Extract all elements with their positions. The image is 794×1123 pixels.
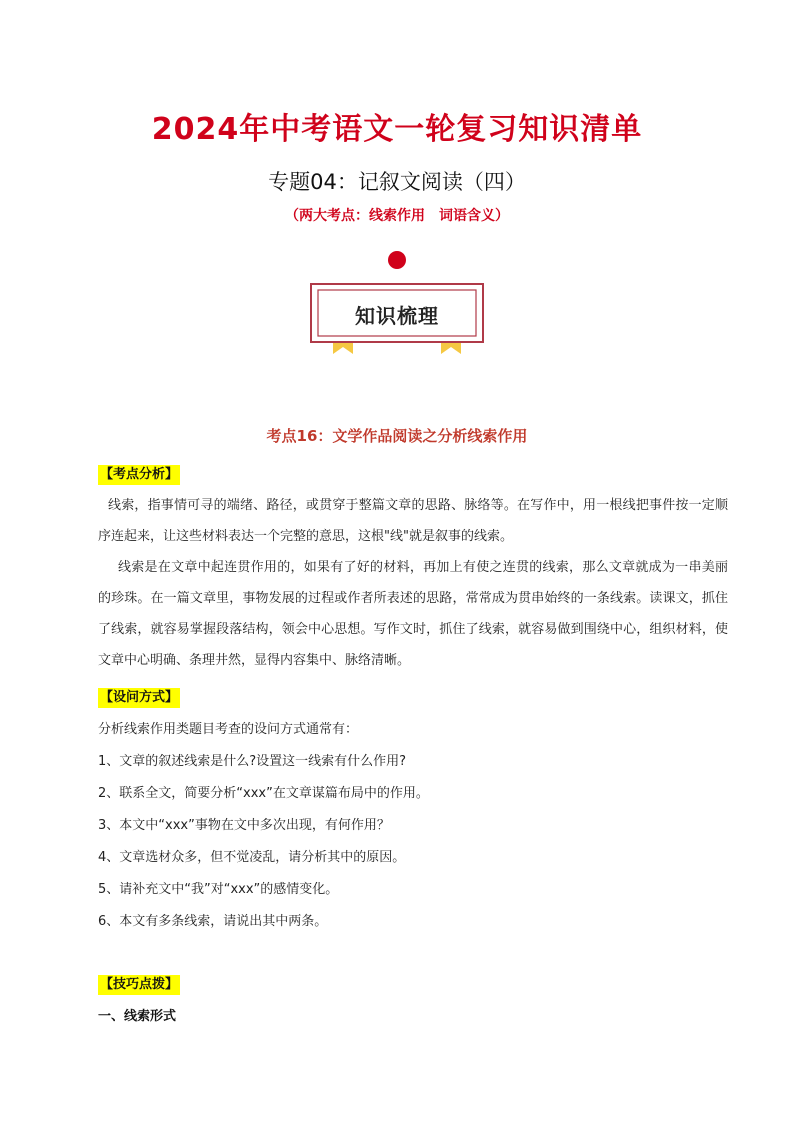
badge-label: 知识梳理 [355, 304, 439, 328]
question-item: 6、本文有多条线索，请说出其中两条。 [98, 914, 328, 929]
document-title: 2024年中考语文一轮复习知识清单 [151, 112, 643, 147]
question-item: 5、请补充文中“我”对“xxx”的感情变化。 [98, 882, 339, 897]
question-item: 3、本文中“xxx”事物在文中多次出现，有何作用？ [98, 818, 390, 833]
tips-tag: 【技巧点拨】 [98, 975, 180, 995]
question-item: 1、文章的叙述线索是什么?设置这一线索有什么作用? [98, 754, 407, 769]
questions-intro: 分析线索作用类题目考查的设问方式通常有： [98, 722, 359, 737]
question-item: 4、文章选材众多，但不觉凌乱，请分析其中的原因。 [98, 850, 406, 865]
topic-subtitle: 专题04：记叙文阅读（四） [268, 170, 526, 194]
analysis-paragraph-1: 线索，指事情可寻的端绪、路径，或贯穿于整篇文章的思路、脉络等。在写作中，用一根线把事件按一定顺序连起来，让这些材料表达一个完整的意思，这根"线"就是叙事的线索。 [98, 498, 728, 544]
analysis-paragraph-2: 线索是在文章中起连贯作用的，如果有了好的材料，再加上有使之连贯的线索，那么文章就成为一串美丽的珍珠。在一篇文章里，事物发展的过程或作者所表述的思路，常常成为贯串始终的一条线索。读课文，抓住了线索，就容易掌握段落结构，领会中心思想。写作文时，抓住了线索，就容易做到围绕中心，组织材料，使文章中心明确、条理井然，显得内容集中、脉络清晰。 [98, 560, 728, 668]
question-item: 2、联系全文，简要分析“xxx”在文章谋篇布局中的作用。 [98, 786, 429, 801]
knowledge-badge [307, 248, 487, 360]
section-heading: 考点16：文学作品阅读之分析线索作用 [266, 427, 528, 445]
questions-tag: 【设问方式】 [98, 688, 180, 708]
badge-dot-icon [388, 251, 406, 269]
tips-first-heading: 一、线索形式 [98, 1009, 177, 1024]
analysis-tag: 【考点分析】 [98, 465, 180, 485]
topic-scope: （两大考点：线索作用 词语含义） [285, 208, 509, 224]
